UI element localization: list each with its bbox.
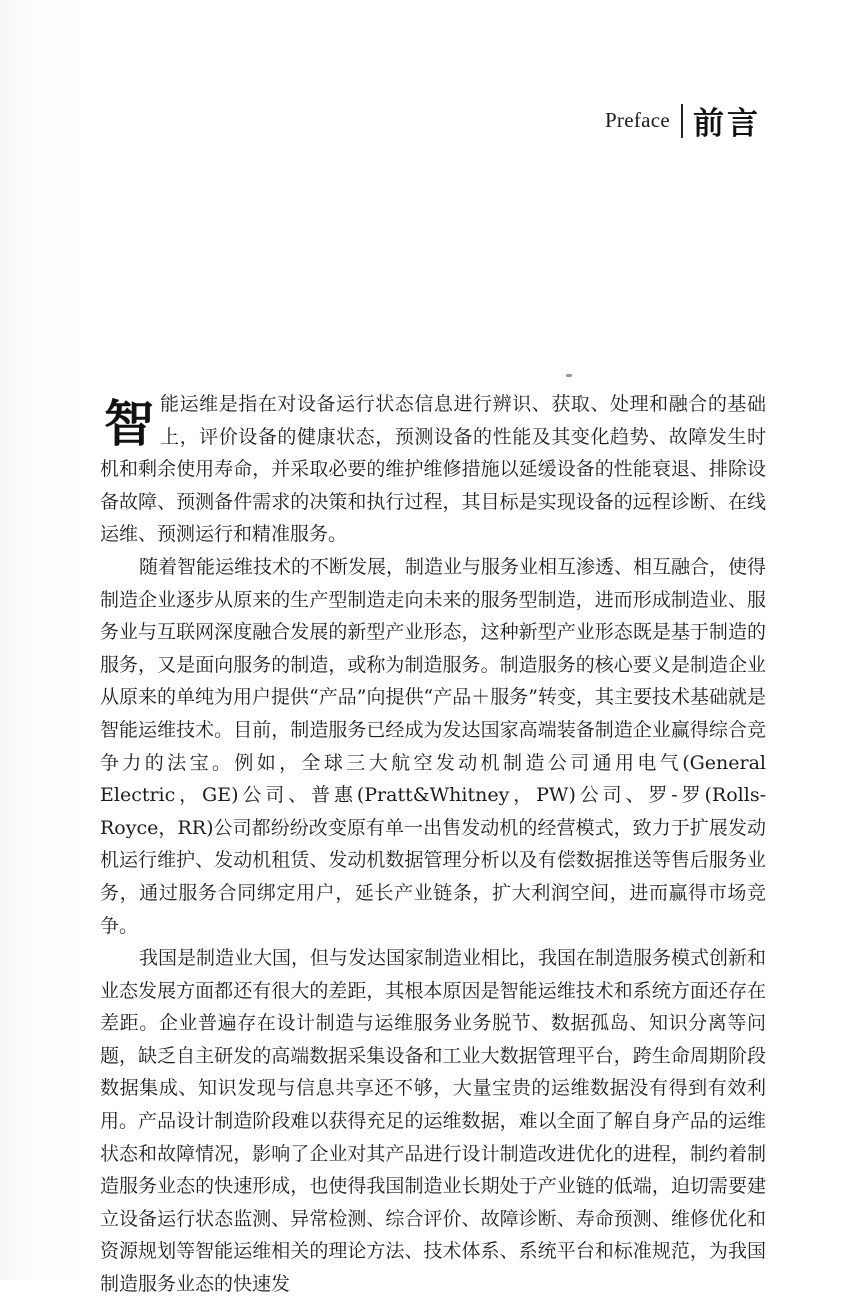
- header-title-en: Preface: [604, 108, 670, 132]
- paragraph-3: 我国是制造业大国，但与发达国家制造业相比，我国在制造服务模式创新和业态发展方面都还有很大的差距，其根本原因是智能运维技术和系统方面还存在差距。企业普遍存在设计制造与运维服务业务脱节、数据孤岛、知识分离等问题，缺乏自主研发的高端数据采集设备和工业大数据管理平台，跨生命周期阶段数据集成、知识发现与信息共享还不够，大量宝贵的运维数据没有得到有效利用。产品设计制造阶段难以获得充足的运维数据，难以全面了解自身产品的运维状态和故障情况，影响了企业对其产品进行设计制造改进优化的进程，制约着制造服务业态的快速形成，也使得我国制造业长期处于产业链的低端，迫切需要建立设备运行状态监测、异常检测、综合评价、故障诊断、寿命预测、维修优化和资源规划等智能运维相关的理论方法、技术体系、系统平台和标准规范，为我国制造服务业态的快速发: [100, 947, 766, 1296]
- paragraph-1-text: 能运维是指在对设备运行状态信息进行辨识、获取、处理和融合的基础上，评价设备的健康状态，预测设备的性能及其变化趋势、故障发生时机和剩余使用寿命，并采取必要的维护维修措施以延缓设备的性能衰退、排除设备故障、预测备件需求的决策和执行过程，其目标是实现设备的远程诊断、在线运维、预测运行和精准服务。: [100, 393, 766, 546]
- page-header: [605, 98, 761, 143]
- preface-body: [100, 388, 766, 1301]
- drop-cap: 智: [104, 395, 154, 453]
- header-title-zh: 前言: [693, 106, 761, 142]
- paragraph-2: 随着智能运维技术的不断发展，制造业与服务业相互渗透、相互融合，使得制造企业逐步从原来的生产型制造走向未来的服务型制造，进而形成制造业、服务业与互联网深度融合发展的新型产业形态，这种新型产业形态既是基于制造的服务，又是面向服务的制造，或称为制造服务。制造服务的核心要义是制造企业从原来的单纯为用户提供“产品”向提供“产品＋服务”转变，其主要技术基础就是智能运维技术。目前，制造服务已经成为发达国家高端装备制造企业赢得综合竞争力的法宝。例如，全球三大航空发动机制造公司通用电气(General Electric，GE)公司、普惠(Pratt&Whitney，PW)公司、罗-罗(Rolls-Royce，RR)公司都纷纷改变原有单一出售发动机的经营模式，致力于扩展发动机运行维护、发动机租赁、发动机数据管理分析以及有偿数据推送等售后服务业务，通过服务合同绑定用户，延长产业链条，扩大利润空间，进而赢得市场竞争。: [100, 555, 766, 937]
- paragraph-1: [100, 388, 766, 551]
- scan-mark: [566, 374, 572, 377]
- header-divider: [681, 104, 683, 138]
